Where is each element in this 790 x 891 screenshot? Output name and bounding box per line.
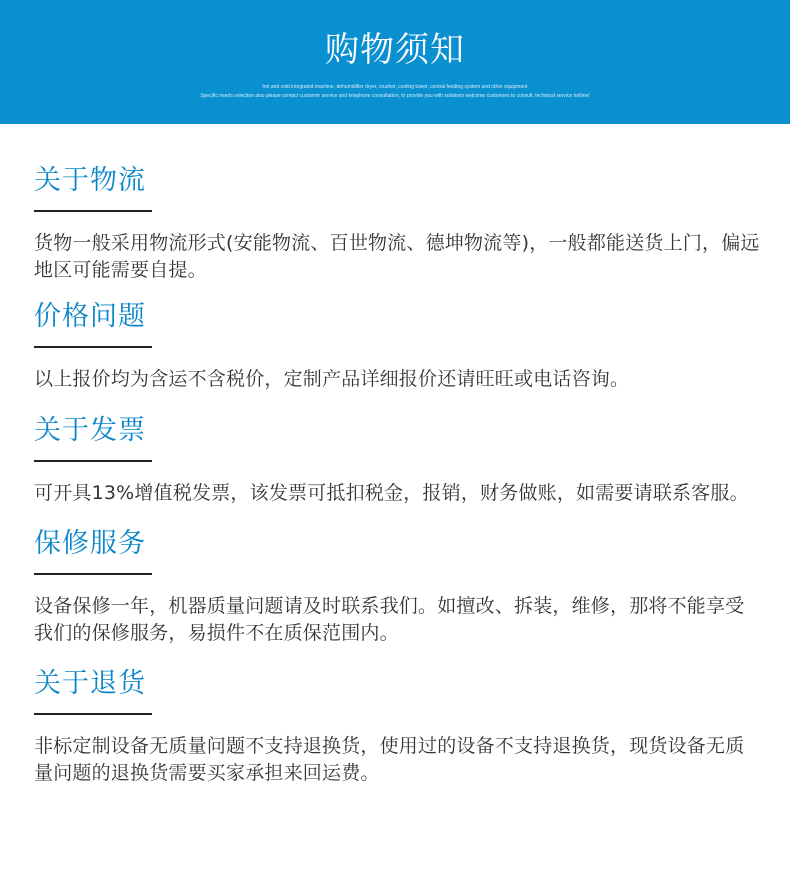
section-warranty	[34, 507, 760, 647]
heading-underline	[34, 460, 152, 462]
heading-underline	[34, 346, 152, 348]
section-body: 非标定制设备无质量问题不支持退换货，使用过的设备不支持退换货，现货设备无质量问题的退换货需要买家承担来回运费。	[34, 735, 745, 784]
banner-subtitle-line2: Specific needs selection also please contact customer service and telephone consultation, to provide you with solutions welcome customers to consult, technical service hotline!	[200, 93, 590, 99]
heading-underline	[34, 210, 152, 212]
banner-subtitle-line1: hot and cold integrated machine, dehumidifier dryer, crusher, cooling tower, central feeding system and other equipment	[262, 84, 528, 90]
section-invoice	[34, 393, 760, 507]
section-body: 货物一般采用物流形式(安能物流、百世物流、德坤物流等)，一般都能送货上门，偏远地区可能需要自提。	[34, 232, 760, 281]
section-heading: 关于物流	[34, 165, 146, 196]
section-body: 可开具13%增值税发票，该发票可抵扣税金，报销，财务做账，如需要请联系客服。	[34, 482, 749, 504]
section-heading: 关于发票	[34, 415, 146, 446]
section-heading: 保修服务	[34, 528, 146, 559]
heading-underline	[34, 573, 152, 575]
header-banner	[0, 0, 790, 124]
section-heading: 价格问题	[34, 301, 146, 332]
notice-content	[0, 124, 790, 787]
heading-underline	[34, 713, 152, 715]
section-logistics	[34, 124, 760, 284]
page-title: 购物须知	[325, 30, 465, 70]
section-heading: 关于退货	[34, 668, 146, 699]
section-returns	[34, 647, 760, 787]
section-body: 以上报价均为含运不含税价，定制产品详细报价还请旺旺或电话咨询。	[34, 368, 630, 390]
section-body: 设备保修一年，机器质量问题请及时联系我们。如擅改、拆装，维修，那将不能享受我们的保修服务，易损件不在质保范围内。	[34, 595, 745, 644]
section-pricing	[34, 284, 760, 393]
